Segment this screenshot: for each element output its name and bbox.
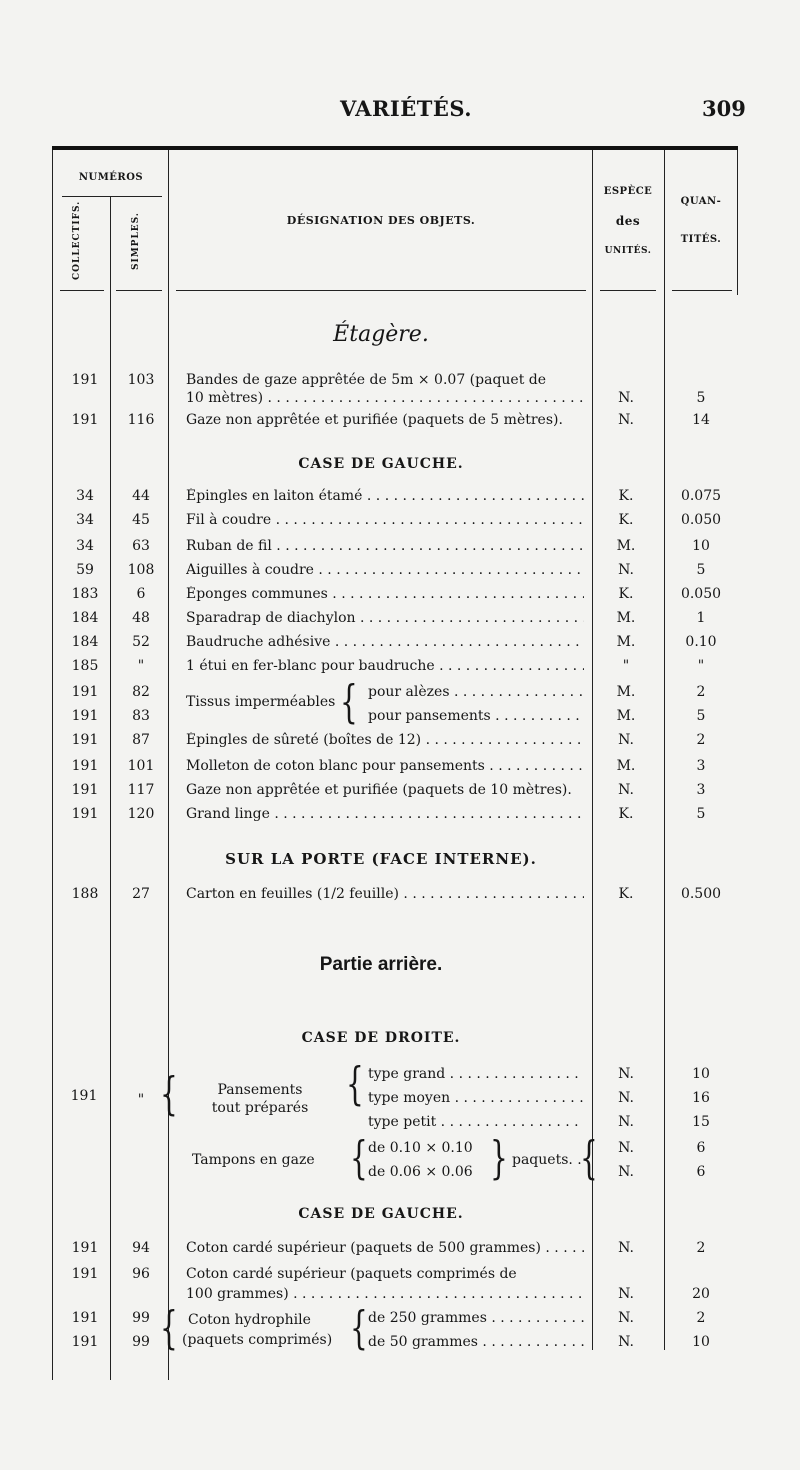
collectif-number: 191 (71, 1310, 99, 1326)
table-row (0, 634, 800, 656)
table-top-rule (52, 146, 738, 150)
unit-type: K. (618, 806, 634, 822)
unit-type: M. (616, 758, 636, 774)
item-designation: pour alèzes . . . (368, 684, 584, 700)
table-row (0, 1114, 800, 1136)
quantity: 0.050 (680, 586, 722, 602)
quantity: 0.500 (680, 886, 722, 902)
header-espece: ESPÈCE (603, 186, 653, 197)
item-designation: pour pansements . . . (368, 708, 584, 724)
item-designation: Éponges communes . . . (186, 586, 584, 602)
unit-type: N. (618, 1334, 634, 1350)
table-row (0, 488, 800, 510)
simple-number: 94 (132, 1240, 150, 1256)
unit-type: N. (618, 1066, 634, 1082)
collectif-number: 185 (71, 658, 99, 674)
quantity: 6 (696, 1164, 706, 1180)
simple-number: " (137, 658, 145, 674)
quantity: 2 (696, 684, 706, 700)
table-row (0, 1266, 800, 1288)
collectif-number: 191 (71, 782, 99, 798)
table-row (0, 1140, 800, 1162)
item-designation: Gaze non apprêtée et purifiée (paquets de 5 mètres). (186, 412, 563, 428)
simple-number: 44 (132, 488, 150, 504)
quantity: 2 (696, 1310, 706, 1326)
collectif-number: 34 (76, 512, 94, 528)
item-designation: de 0.06 × 0.06 (368, 1164, 473, 1180)
simple-number: 116 (127, 412, 155, 428)
unit-type: K. (618, 586, 634, 602)
simple-number: 48 (132, 610, 150, 626)
table-row (0, 512, 800, 534)
collectif-number: 191 (71, 732, 99, 748)
item-designation: Molleton de coton blanc pour pansements . . . (186, 758, 584, 774)
quantity: 0.10 (685, 634, 717, 650)
section-etagere: Étagère. (333, 322, 429, 347)
unit-type: N. (618, 1310, 634, 1326)
table-row (0, 886, 800, 908)
group-label-hydrophile-2: (paquets comprimés) (182, 1332, 333, 1348)
table-row (0, 1334, 800, 1356)
unit-type: N. (618, 732, 634, 748)
section-case-gauche-2: CASE DE GAUCHE. (298, 1206, 464, 1222)
collectif-number: 59 (76, 562, 94, 578)
table-row (0, 390, 800, 412)
item-designation-continued: 10 mètres) . . . (186, 390, 584, 406)
item-designation-continued: 100 grammes) . . . (186, 1286, 584, 1302)
item-designation: 1 étui en fer-blanc pour baudruche . . . (186, 658, 584, 674)
quantity: 2 (696, 732, 706, 748)
simple-number: 99 (132, 1334, 150, 1350)
brace-symbol: { (160, 1067, 178, 1120)
unit-type: N. (618, 1240, 634, 1256)
quantity: 1 (696, 610, 706, 626)
group-label-tampons: Tampons en gaze (192, 1152, 315, 1168)
table-row (0, 684, 800, 706)
header-underline (116, 290, 162, 291)
unit-type: N. (618, 1286, 634, 1302)
quantity: 0.050 (680, 512, 722, 528)
quantity: 10 (692, 1334, 710, 1350)
quantity: 15 (692, 1114, 710, 1130)
unit-type: M. (616, 610, 636, 626)
group-label-pansements-2: tout préparés (211, 1100, 309, 1116)
collectif-number: 183 (71, 586, 99, 602)
header-quantites-1: QUAN- (680, 196, 722, 207)
header-espece-des: des (615, 214, 641, 228)
quantity: 14 (692, 412, 710, 428)
unit-type: K. (618, 886, 634, 902)
collectif-number: 188 (71, 886, 99, 902)
unit-type: N. (618, 782, 634, 798)
section-partie-arriere: Partie arrière. (319, 954, 443, 975)
simple-number: 87 (132, 732, 150, 748)
table-row (0, 1066, 800, 1088)
unit-type: N. (618, 1090, 634, 1106)
quantity: 2 (696, 1240, 706, 1256)
unit-type: M. (616, 684, 636, 700)
collectif-number: 191 (71, 1266, 99, 1282)
simple-number: 101 (127, 758, 155, 774)
table-row (0, 562, 800, 584)
table-row (0, 1164, 800, 1186)
unit-type: N. (618, 1140, 634, 1156)
collectif-number: 191 (71, 684, 99, 700)
header-underline (176, 290, 586, 291)
quantity: 5 (696, 390, 706, 406)
unit-type: N. (618, 1164, 634, 1180)
unit-type: N. (618, 1114, 634, 1130)
table-row (0, 782, 800, 804)
collectif-number: 34 (76, 538, 94, 554)
brace-symbol: { (160, 1301, 178, 1354)
unit-type: M. (616, 634, 636, 650)
item-designation: Sparadrap de diachylon . . . (186, 610, 584, 626)
item-designation: Baudruche adhésive . . . (186, 634, 584, 650)
item-designation: Épingles en laiton étamé . . . (186, 488, 584, 504)
item-designation: Carton en feuilles (1/2 feuille) . . . (186, 886, 584, 902)
item-designation: de 250 grammes . . . (368, 1310, 584, 1326)
quantity: 3 (696, 758, 706, 774)
collectif-number: 191 (71, 708, 99, 724)
group-label-pansements: Pansements (217, 1082, 303, 1098)
header-numeros: NUMÉROS (78, 172, 144, 183)
simple-number: 117 (127, 782, 155, 798)
unit-type: N. (618, 562, 634, 578)
collectif-number: 191 (71, 1240, 99, 1256)
item-designation: Gaze non apprêtée et purifiée (paquets de 10 mètres). (186, 782, 572, 798)
brace-symbol: { (580, 1131, 598, 1184)
collectif-number: 184 (71, 634, 99, 650)
table-row (0, 708, 800, 730)
section-sur-la-porte: SUR LA PORTE (FACE INTERNE). (225, 850, 537, 868)
header-designation: DÉSIGNATION DES OBJETS. (286, 214, 476, 227)
collectif-number: 34 (76, 488, 94, 504)
item-designation: type petit . . . (368, 1114, 584, 1130)
running-title: VARIÉTÉS. (340, 96, 473, 121)
item-designation: Coton cardé supérieur (paquets comprimés de (186, 1266, 517, 1282)
table-row (0, 1240, 800, 1262)
collectif-number: 191 (71, 1334, 99, 1350)
table-row (0, 658, 800, 680)
simple-number: 99 (132, 1310, 150, 1326)
quantity: 10 (692, 1066, 710, 1082)
quantity: 3 (696, 782, 706, 798)
table-row (0, 806, 800, 828)
group-label-hydrophile: Coton hydrophile (188, 1312, 311, 1328)
table-row (0, 610, 800, 632)
quantity: 5 (696, 562, 706, 578)
quantity: 0.075 (680, 488, 722, 504)
quantity: 5 (696, 806, 706, 822)
header-simples: SIMPLES. (131, 212, 141, 270)
unit-type: K. (618, 512, 634, 528)
table-right-rule (737, 150, 738, 295)
brace-symbol: } (490, 1131, 508, 1184)
header-underline (600, 290, 656, 291)
simple-number: 27 (132, 886, 150, 902)
unit-type: N. (618, 412, 634, 428)
table-row (0, 538, 800, 560)
item-designation: Ruban de fil . . . (186, 538, 584, 554)
quantity: 20 (692, 1286, 710, 1302)
brace-symbol: { (350, 1301, 368, 1354)
quantity: 16 (692, 1090, 710, 1106)
table-row (0, 586, 800, 608)
simple-number: " (137, 1092, 145, 1108)
collectif-number: 191 (70, 1088, 98, 1104)
brace-symbol: { (346, 1057, 364, 1110)
header-espece-unites: UNITÉS. (604, 246, 652, 256)
section-case-gauche: CASE DE GAUCHE. (298, 456, 464, 472)
quantity: 5 (696, 708, 706, 724)
quantity: 10 (692, 538, 710, 554)
simple-number: 82 (132, 684, 150, 700)
tampons-paquets-label: paquets. . (512, 1152, 582, 1168)
item-designation: Grand linge . . . (186, 806, 584, 822)
header-quantites-2: TITÉS. (680, 234, 722, 245)
item-designation: de 0.10 × 0.10 (368, 1140, 473, 1156)
quantity: 6 (696, 1140, 706, 1156)
item-designation: type moyen . . . (368, 1090, 584, 1106)
collectif-number: 191 (71, 412, 99, 428)
section-case-droite: CASE DE DROITE. (301, 1030, 461, 1046)
header-underline (60, 290, 104, 291)
unit-type: M. (616, 538, 636, 554)
table-row (0, 1090, 800, 1112)
simple-number: 45 (132, 512, 150, 528)
item-designation: Coton cardé supérieur (paquets de 500 grammes) . . . (186, 1240, 584, 1256)
page-number: 309 (702, 96, 746, 121)
unit-type: N. (618, 390, 634, 406)
simple-number: 96 (132, 1266, 150, 1282)
item-designation: Bandes de gaze apprêtée de 5m × 0.07 (paquet de (186, 372, 547, 388)
collectif-number: 191 (71, 372, 99, 388)
item-designation: Fil à coudre . . . (186, 512, 584, 528)
item-designation: Épingles de sûreté (boîtes de 12) . . . (186, 732, 584, 748)
unit-type: K. (618, 488, 634, 504)
collectif-number: 184 (71, 610, 99, 626)
collectif-number: 191 (71, 758, 99, 774)
header-underline (672, 290, 732, 291)
simple-number: 83 (132, 708, 150, 724)
collectif-number: 191 (71, 806, 99, 822)
simple-number: 6 (136, 586, 146, 602)
simple-number: 103 (127, 372, 155, 388)
table-row (0, 758, 800, 780)
header-collectifs: COLLECTIFS. (72, 200, 82, 280)
item-designation: type grand . . . (368, 1066, 584, 1082)
simple-number: 108 (127, 562, 155, 578)
numeros-brace-line (62, 196, 162, 197)
simple-number: 63 (132, 538, 150, 554)
simple-number: 52 (132, 634, 150, 650)
brace-symbol: { (340, 675, 358, 728)
table-row (0, 732, 800, 754)
item-designation: Aiguilles à coudre . . . (186, 562, 584, 578)
table-row (0, 1286, 800, 1308)
table-row (0, 412, 800, 434)
unit-type: " (622, 658, 630, 674)
unit-type: M. (616, 708, 636, 724)
simple-number: 120 (127, 806, 155, 822)
table-row (0, 1310, 800, 1332)
quantity: " (697, 658, 705, 674)
group-label-tissus: Tissus imperméables (186, 694, 336, 710)
brace-symbol: { (350, 1131, 368, 1184)
item-designation: de 50 grammes . . . (368, 1334, 584, 1350)
